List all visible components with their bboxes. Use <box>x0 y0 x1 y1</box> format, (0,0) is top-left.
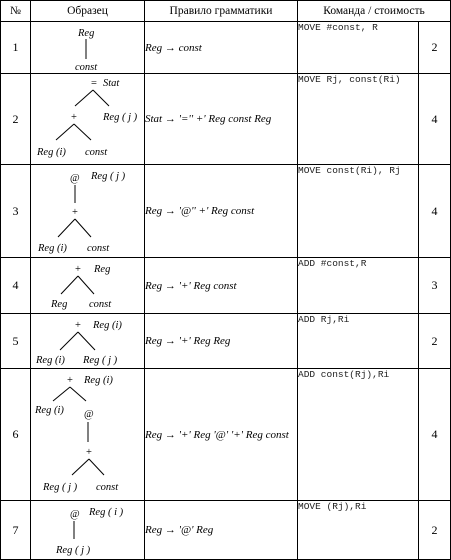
tree-edge <box>70 387 86 401</box>
tree-node: Reg <box>51 299 68 310</box>
command: ADD #const,R <box>298 258 419 314</box>
tree-node: @ <box>70 509 80 520</box>
command: MOVE Rj, const(Ri) <box>298 74 419 165</box>
command: MOVE (Rj),Ri <box>298 501 419 560</box>
pattern-tree <box>31 258 145 314</box>
tree-node: Reg (i) <box>93 320 122 331</box>
tree-node: const <box>96 482 119 493</box>
tree-edge <box>58 219 75 237</box>
pattern-tree <box>31 22 145 74</box>
tree-edge <box>53 387 70 401</box>
tree-edge <box>89 459 104 475</box>
table-row <box>1 165 451 258</box>
row-number: 6 <box>1 369 31 501</box>
tree-diagram <box>31 22 145 74</box>
grammar-rule: Reg → '+' Reg const <box>145 258 298 314</box>
row-number: 7 <box>1 501 31 560</box>
tree-node: Reg ( i ) <box>89 507 124 518</box>
cost: 2 <box>419 22 451 74</box>
tree-node: const <box>89 299 112 310</box>
tree-diagram <box>31 258 145 314</box>
tree-node: Reg (i) <box>37 147 66 158</box>
cost: 4 <box>419 369 451 501</box>
cost: 2 <box>419 314 451 369</box>
tree-diagram <box>31 74 145 165</box>
tree-edge <box>61 276 78 294</box>
table-row <box>1 74 451 165</box>
pattern-tree <box>31 165 145 258</box>
table-row <box>1 22 451 74</box>
command: ADD Rj,Ri <box>298 314 419 369</box>
tree-node: Reg (i) <box>36 355 65 366</box>
tree-node: Reg ( j ) <box>56 545 91 556</box>
tree-edge <box>74 124 91 140</box>
tree-node: Reg (i) <box>84 375 113 386</box>
cost: 4 <box>419 74 451 165</box>
command: ADD const(Rj),Ri <box>298 369 419 501</box>
tree-node: Reg <box>78 28 95 39</box>
tree-node: const <box>87 243 110 254</box>
table-row <box>1 369 451 501</box>
grammar-rule: Reg → '@' Reg <box>145 501 298 560</box>
tree-node: @ <box>70 173 80 184</box>
tree-diagram <box>31 501 145 560</box>
tree-node: = <box>91 78 97 89</box>
row-number: 5 <box>1 314 31 369</box>
tree-edge <box>75 219 91 237</box>
tree-edge <box>93 90 109 106</box>
row-number: 1 <box>1 22 31 74</box>
row-number: 2 <box>1 74 31 165</box>
table-row <box>1 314 451 369</box>
tree-node: Reg ( j ) <box>43 482 78 493</box>
tree-node: Reg ( j ) <box>91 171 126 182</box>
pattern-tree <box>31 501 145 560</box>
tree-node: + <box>86 447 92 458</box>
header-command: Команда / стоимость <box>298 1 451 22</box>
tree-edge <box>75 90 93 106</box>
tree-node: const <box>85 147 108 158</box>
tree-edge <box>78 276 94 294</box>
tree-node: Stat <box>103 78 120 89</box>
tree-node: @ <box>84 409 94 420</box>
grammar-rule: Reg → const <box>145 22 298 74</box>
cost: 4 <box>419 165 451 258</box>
header-pattern: Образец <box>31 1 145 22</box>
tree-node: + <box>67 375 73 386</box>
pattern-tree <box>31 369 145 501</box>
tree-node: + <box>72 207 78 218</box>
table-row <box>1 501 451 560</box>
cost: 2 <box>419 501 451 560</box>
tree-edge <box>56 124 74 140</box>
tree-node: + <box>75 264 81 275</box>
tree-node: Reg ( j ) <box>103 112 138 123</box>
cost: 3 <box>419 258 451 314</box>
tree-diagram <box>31 314 145 369</box>
tree-node: Reg <box>94 264 111 275</box>
tree-node: const <box>75 62 98 73</box>
grammar-rule: Reg → '+' Reg Reg <box>145 314 298 369</box>
header-rule: Правило грамматики <box>145 1 298 22</box>
grammar-rule: Reg → '+' Reg '@' '+' Reg const <box>145 369 298 501</box>
tree-node: Reg (i) <box>38 243 67 254</box>
header-row <box>1 1 451 22</box>
header-num: № <box>1 1 31 22</box>
table-row <box>1 258 451 314</box>
command: MOVE const(Ri), Rj <box>298 165 419 258</box>
command: MOVE #const, R <box>298 22 419 74</box>
tree-node: Reg ( j ) <box>83 355 118 366</box>
grammar-rule: Reg → '@'' +' Reg const <box>145 165 298 258</box>
tree-edge <box>60 332 78 350</box>
pattern-tree <box>31 74 145 165</box>
pattern-tree <box>31 314 145 369</box>
row-number: 3 <box>1 165 31 258</box>
tree-edge <box>72 459 89 475</box>
tree-diagram <box>31 165 145 258</box>
tree-edge <box>78 332 95 350</box>
grammar-rule: Stat → '='' +' Reg const Reg <box>145 74 298 165</box>
tree-node: + <box>71 112 77 123</box>
tree-node: Reg (i) <box>35 405 64 416</box>
row-number: 4 <box>1 258 31 314</box>
tree-diagram <box>31 369 145 501</box>
tree-node: + <box>75 320 81 331</box>
